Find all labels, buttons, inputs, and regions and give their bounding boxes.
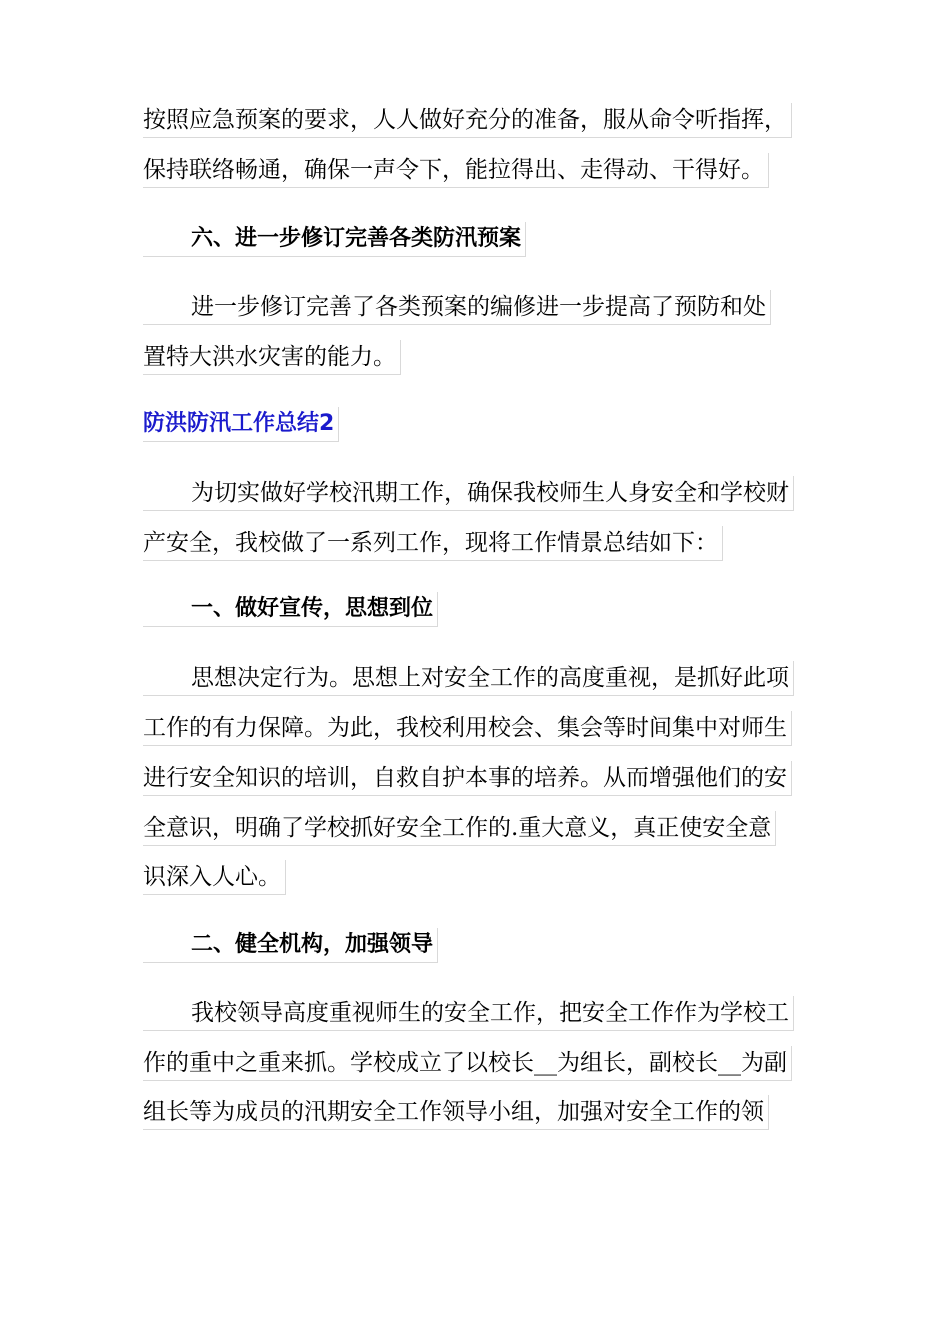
body-line: 全意识，明确了学校抓好安全工作的.重大意义，真正使安全意 bbox=[143, 811, 776, 846]
body-line: 我校领导高度重视师生的安全工作，把安全工作作为学校工 bbox=[143, 996, 794, 1031]
section-heading-1: 一、做好宣传，思想到位 bbox=[143, 592, 438, 627]
body-line: 组长等为成员的汛期安全工作领导小组，加强对安全工作的领 bbox=[143, 1095, 769, 1130]
section-heading-2: 二、健全机构，加强领导 bbox=[143, 928, 438, 963]
body-line: 按照应急预案的要求，人人做好充分的准备，服从命令听指挥， bbox=[143, 103, 792, 138]
section-heading-6: 六、进一步修订完善各类防汛预案 bbox=[143, 222, 526, 257]
body-line: 识深入人心。 bbox=[143, 860, 286, 895]
body-line: 置特大洪水灾害的能力。 bbox=[143, 340, 401, 375]
body-line: 进行安全知识的培训，自救自护本事的培养。从而增强他们的安 bbox=[143, 761, 792, 796]
document-section-title: 防洪防汛工作总结2 bbox=[143, 407, 339, 442]
body-line: 保持联络畅通，确保一声令下，能拉得出、走得动、干得好。 bbox=[143, 153, 769, 188]
body-line: 工作的有力保障。为此，我校利用校会、集会等时间集中对师生 bbox=[143, 711, 792, 746]
body-line: 为切实做好学校汛期工作，确保我校师生人身安全和学校财 bbox=[143, 476, 794, 511]
body-line: 进一步修订完善了各类预案的编修进一步提高了预防和处 bbox=[143, 290, 771, 325]
body-line: 思想决定行为。思想上对安全工作的高度重视，是抓好此项 bbox=[143, 661, 794, 696]
body-line: 作的重中之重来抓。学校成立了以校长__为组长，副校长__为副 bbox=[143, 1046, 792, 1081]
body-line: 产安全，我校做了一系列工作，现将工作情景总结如下： bbox=[143, 526, 723, 561]
